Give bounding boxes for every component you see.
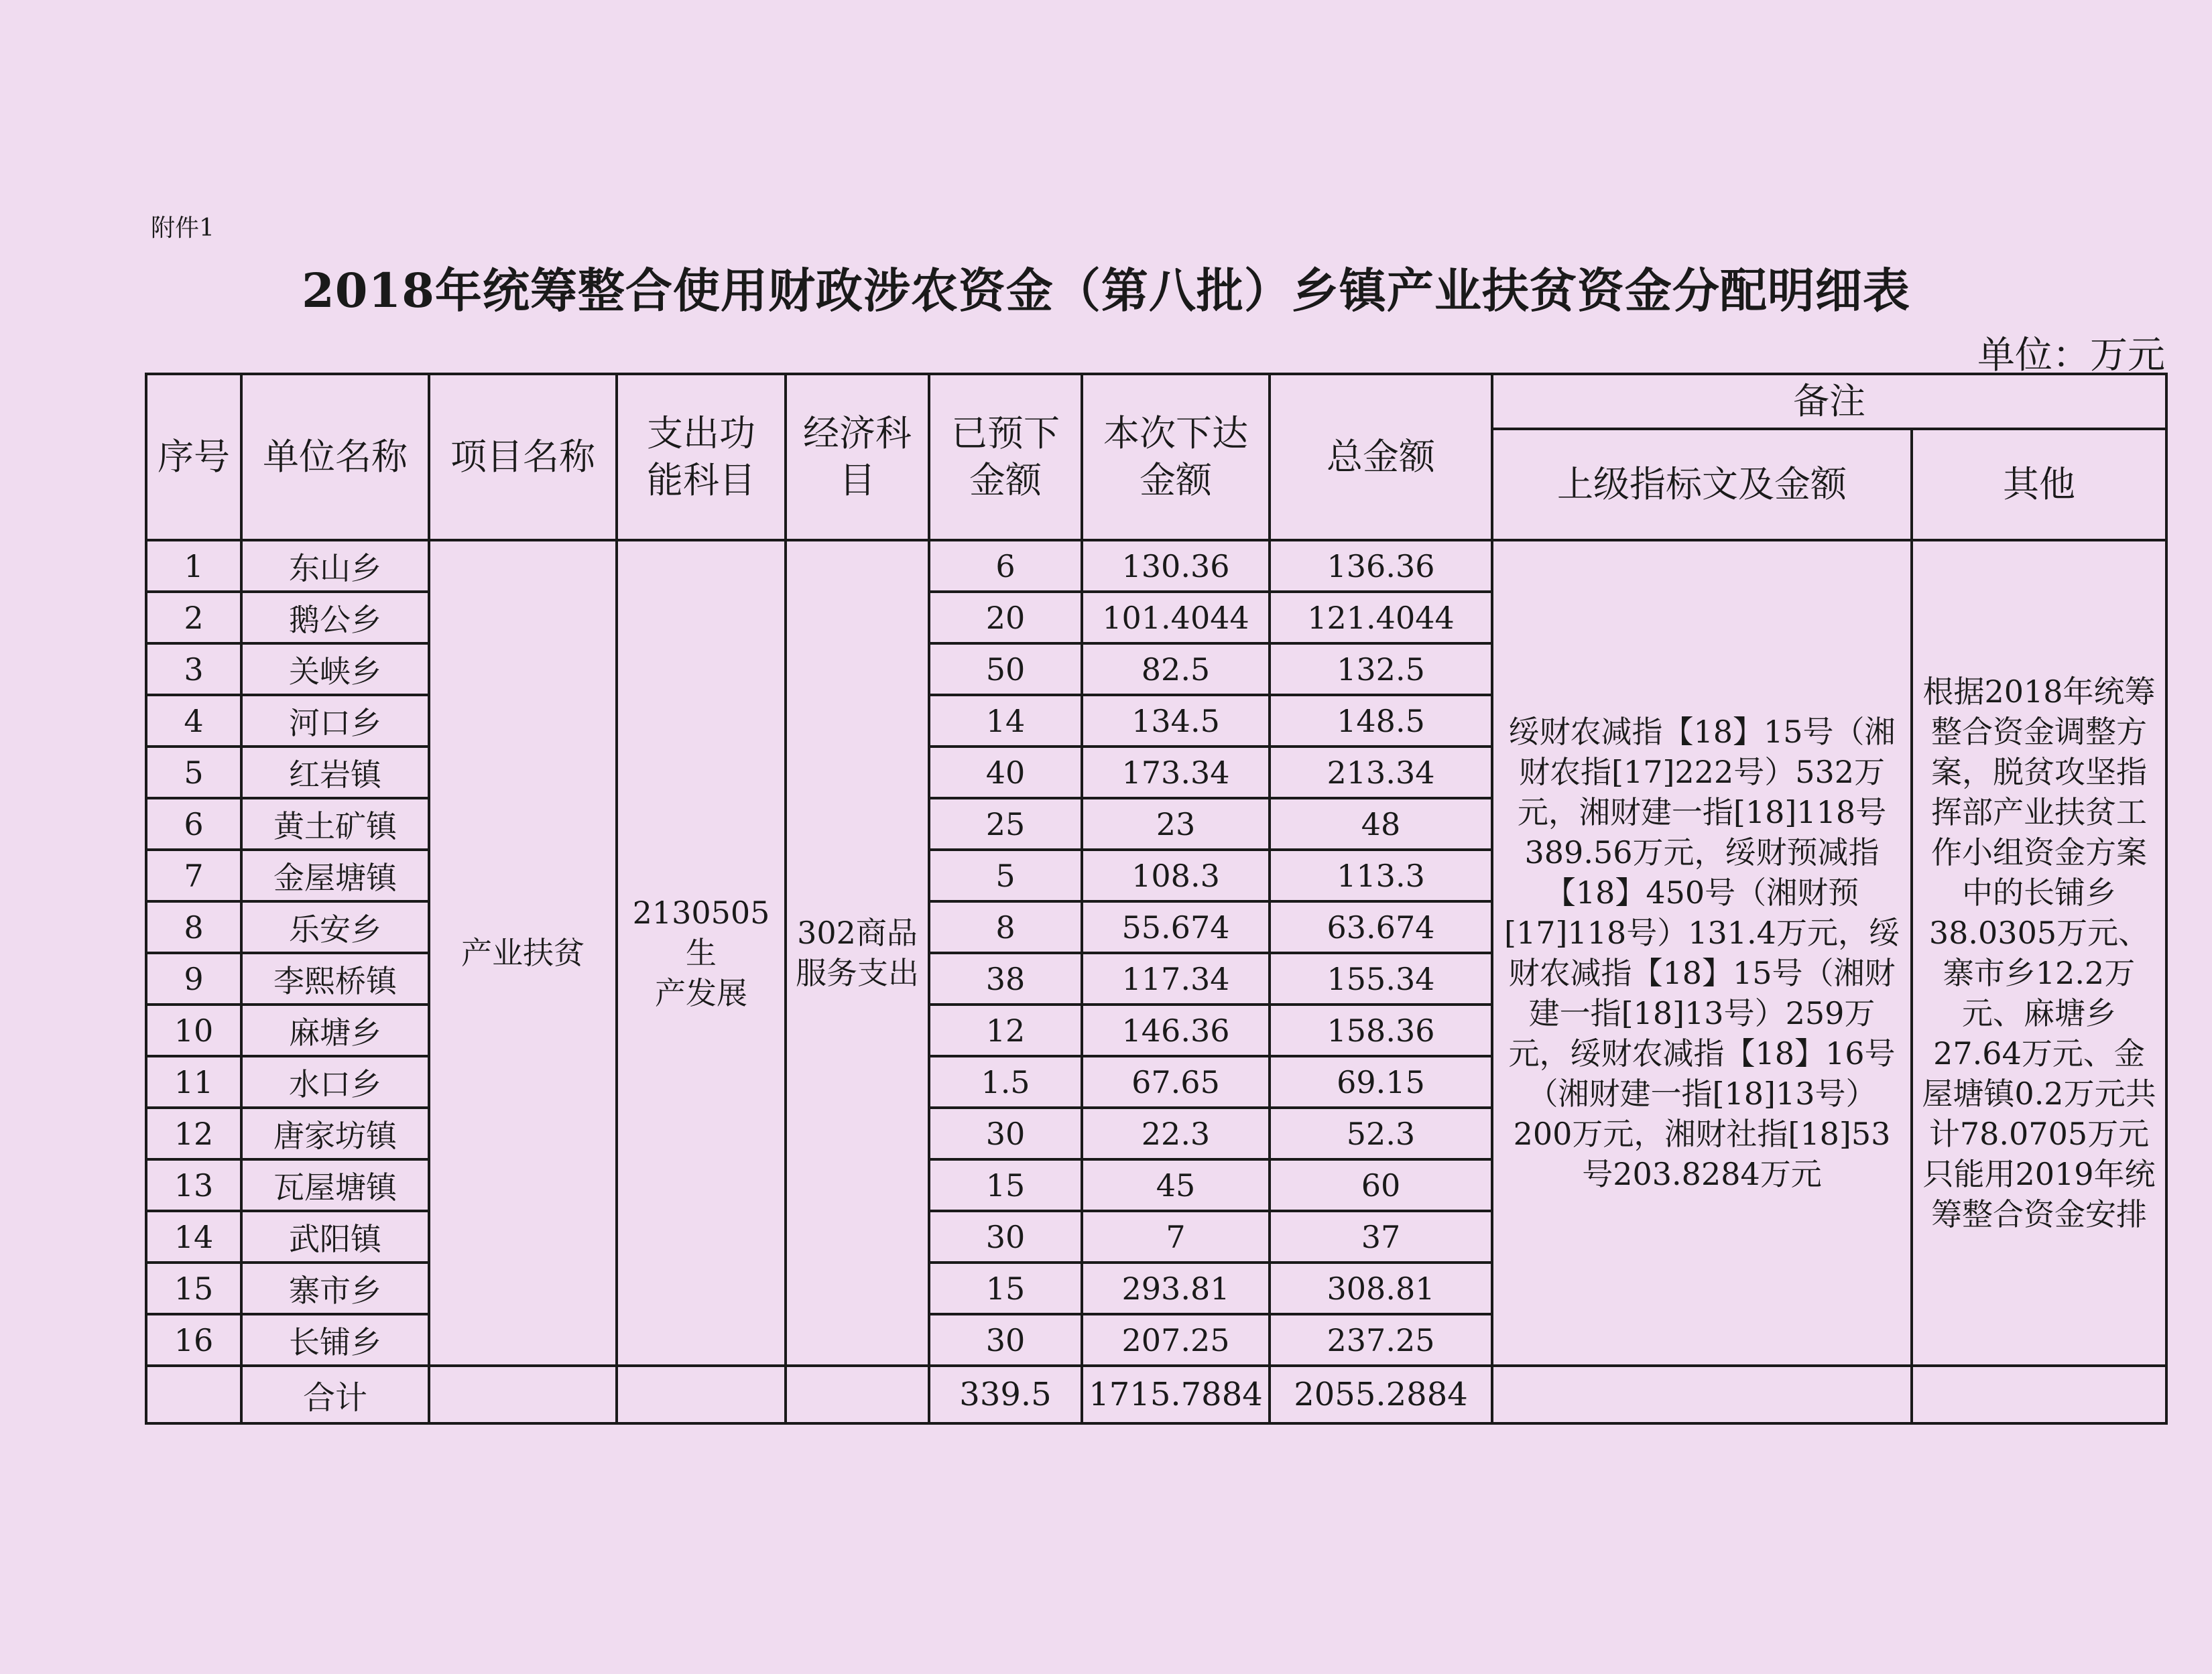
cell-this-issued: 45 xyxy=(1082,1159,1270,1211)
totals-this-issued: 1715.7884 xyxy=(1082,1366,1270,1423)
cell-pre-issued: 20 xyxy=(929,592,1082,643)
cell-upper-doc: 绥财农减指【18】15号（湘财农指[17]222号）532万元，湘财建一指[18]118号389.56万元，绥财预减指【18】450号（湘财预[17]118号）131.4万元，绥财农减指【18】15号（湘财建一指[18]13号）259万元，绥财农减指【18】16号（湘财建一指[18]13号）200万元，湘财社指[18]53号203.8284万元 xyxy=(1492,540,1912,1366)
cell-total: 237.25 xyxy=(1270,1314,1492,1366)
cell-total: 308.81 xyxy=(1270,1263,1492,1314)
cell-econ-subject-empty xyxy=(786,1366,929,1423)
cell-unit-name: 红岩镇 xyxy=(241,747,429,798)
header-project: 项目名称 xyxy=(429,374,617,540)
totals-row xyxy=(146,1366,2166,1423)
totals-total: 2055.2884 xyxy=(1270,1366,1492,1423)
header-other: 其他 xyxy=(1912,429,2166,540)
cell-this-issued: 22.3 xyxy=(1082,1108,1270,1159)
cell-function-subject-empty xyxy=(617,1366,786,1423)
cell-unit-name: 武阳镇 xyxy=(241,1211,429,1263)
cell-unit-name: 麻塘乡 xyxy=(241,1005,429,1056)
cell-pre-issued: 25 xyxy=(929,798,1082,850)
table-row xyxy=(146,540,2166,592)
cell-total: 63.674 xyxy=(1270,901,1492,953)
header-remarks: 备注 xyxy=(1492,374,2166,429)
cell-other: 根据2018年统筹整合资金调整方案，脱贫攻坚指挥部产业扶贫工作小组资金方案中的长铺乡38.0305万元、寨市乡12.2万元、麻塘乡27.64万元、金屋塘镇0.2万元共计78.0705万元只能用2019年统筹整合资金安排 xyxy=(1912,540,2166,1366)
header-upper-doc: 上级指标文及金额 xyxy=(1492,429,1912,540)
cell-this-issued: 173.34 xyxy=(1082,747,1270,798)
cell-pre-issued: 30 xyxy=(929,1108,1082,1159)
cell-pre-issued: 1.5 xyxy=(929,1056,1082,1108)
header-econ-subject-line2: 目 xyxy=(839,459,875,501)
unit-label: 单位：万元 xyxy=(1977,334,2165,377)
cell-seq: 15 xyxy=(146,1263,241,1314)
cell-total: 132.5 xyxy=(1270,643,1492,695)
header-function-subject-line1: 支出功 xyxy=(647,412,755,454)
header-pre-issued xyxy=(929,374,1082,540)
cell-unit-name: 河口乡 xyxy=(241,695,429,747)
cell-function-subject xyxy=(617,540,786,1366)
cell-pre-issued: 30 xyxy=(929,1314,1082,1366)
cell-this-issued: 55.674 xyxy=(1082,901,1270,953)
cell-total: 60 xyxy=(1270,1159,1492,1211)
header-this-issued-line1: 本次下达 xyxy=(1103,412,1248,454)
header-econ-subject xyxy=(786,374,929,540)
cell-unit-name: 金屋塘镇 xyxy=(241,850,429,901)
cell-total: 158.36 xyxy=(1270,1005,1492,1056)
allocation-table xyxy=(145,373,2168,1425)
header-function-subject-line2: 能科目 xyxy=(647,459,755,501)
cell-seq: 12 xyxy=(146,1108,241,1159)
cell-seq: 10 xyxy=(146,1005,241,1056)
cell-pre-issued: 15 xyxy=(929,1159,1082,1211)
cell-total: 121.4044 xyxy=(1270,592,1492,643)
cell-this-issued: 7 xyxy=(1082,1211,1270,1263)
cell-this-issued: 134.5 xyxy=(1082,695,1270,747)
cell-total: 136.36 xyxy=(1270,540,1492,592)
cell-other-empty xyxy=(1912,1366,2166,1423)
cell-seq: 11 xyxy=(146,1056,241,1108)
header-pre-issued-line1: 已预下 xyxy=(951,412,1060,454)
cell-total: 48 xyxy=(1270,798,1492,850)
cell-unit-name: 关峡乡 xyxy=(241,643,429,695)
cell-unit-name: 瓦屋塘镇 xyxy=(241,1159,429,1211)
cell-total: 69.15 xyxy=(1270,1056,1492,1108)
header-this-issued-line2: 金额 xyxy=(1140,459,1212,501)
cell-this-issued: 146.36 xyxy=(1082,1005,1270,1056)
cell-this-issued: 108.3 xyxy=(1082,850,1270,901)
header-unit-name: 单位名称 xyxy=(241,374,429,540)
cell-pre-issued: 50 xyxy=(929,643,1082,695)
page-title: 2018年统筹整合使用财政涉农资金（第八批）乡镇产业扶贫资金分配明细表 xyxy=(302,263,1910,318)
cell-pre-issued: 38 xyxy=(929,953,1082,1005)
cell-seq: 5 xyxy=(146,747,241,798)
cell-pre-issued: 40 xyxy=(929,747,1082,798)
cell-unit-name: 唐家坊镇 xyxy=(241,1108,429,1159)
cell-total: 148.5 xyxy=(1270,695,1492,747)
cell-pre-issued: 5 xyxy=(929,850,1082,901)
cell-pre-issued: 15 xyxy=(929,1263,1082,1314)
cell-econ-subject-line1: 302商品 xyxy=(797,915,918,951)
cell-seq: 3 xyxy=(146,643,241,695)
header-seq: 序号 xyxy=(146,374,241,540)
cell-this-issued: 67.65 xyxy=(1082,1056,1270,1108)
cell-this-issued: 207.25 xyxy=(1082,1314,1270,1366)
cell-econ-subject xyxy=(786,540,929,1366)
header-total: 总金额 xyxy=(1270,374,1492,540)
cell-seq: 7 xyxy=(146,850,241,901)
cell-unit-name: 东山乡 xyxy=(241,540,429,592)
cell-total: 113.3 xyxy=(1270,850,1492,901)
cell-seq: 13 xyxy=(146,1159,241,1211)
totals-pre-issued: 339.5 xyxy=(929,1366,1082,1423)
cell-this-issued: 130.36 xyxy=(1082,540,1270,592)
cell-project: 产业扶贫 xyxy=(429,540,617,1366)
cell-seq: 2 xyxy=(146,592,241,643)
cell-seq: 8 xyxy=(146,901,241,953)
cell-unit-name: 鹅公乡 xyxy=(241,592,429,643)
cell-this-issued: 23 xyxy=(1082,798,1270,850)
cell-seq: 6 xyxy=(146,798,241,850)
cell-unit-name: 水口乡 xyxy=(241,1056,429,1108)
cell-seq-empty xyxy=(146,1366,241,1423)
cell-pre-issued: 6 xyxy=(929,540,1082,592)
cell-unit-name: 黄土矿镇 xyxy=(241,798,429,850)
attachment-label: 附件1 xyxy=(151,214,214,242)
cell-seq: 4 xyxy=(146,695,241,747)
cell-unit-name: 长铺乡 xyxy=(241,1314,429,1366)
cell-this-issued: 117.34 xyxy=(1082,953,1270,1005)
cell-econ-subject-line2: 服务支出 xyxy=(796,955,919,991)
cell-this-issued: 82.5 xyxy=(1082,643,1270,695)
cell-this-issued: 101.4044 xyxy=(1082,592,1270,643)
header-function-subject xyxy=(617,374,786,540)
cell-unit-name: 李熙桥镇 xyxy=(241,953,429,1005)
cell-pre-issued: 8 xyxy=(929,901,1082,953)
cell-total: 155.34 xyxy=(1270,953,1492,1005)
cell-seq: 14 xyxy=(146,1211,241,1263)
cell-function-subject-line1: 2130505生 xyxy=(632,895,770,971)
header-this-issued xyxy=(1082,374,1270,540)
header-econ-subject-line1: 经济科 xyxy=(803,412,912,454)
cell-seq: 1 xyxy=(146,540,241,592)
cell-pre-issued: 30 xyxy=(929,1211,1082,1263)
header-pre-issued-line2: 金额 xyxy=(969,459,1042,501)
cell-total: 213.34 xyxy=(1270,747,1492,798)
cell-unit-name: 寨市乡 xyxy=(241,1263,429,1314)
cell-upper-doc-empty xyxy=(1492,1366,1912,1423)
cell-seq: 16 xyxy=(146,1314,241,1366)
cell-pre-issued: 12 xyxy=(929,1005,1082,1056)
cell-unit-name: 乐安乡 xyxy=(241,901,429,953)
cell-seq: 9 xyxy=(146,953,241,1005)
cell-project-empty xyxy=(429,1366,617,1423)
cell-pre-issued: 14 xyxy=(929,695,1082,747)
cell-total: 37 xyxy=(1270,1211,1492,1263)
cell-total: 52.3 xyxy=(1270,1108,1492,1159)
cell-this-issued: 293.81 xyxy=(1082,1263,1270,1314)
totals-label: 合计 xyxy=(241,1366,429,1423)
cell-function-subject-line2: 产发展 xyxy=(655,975,747,1011)
